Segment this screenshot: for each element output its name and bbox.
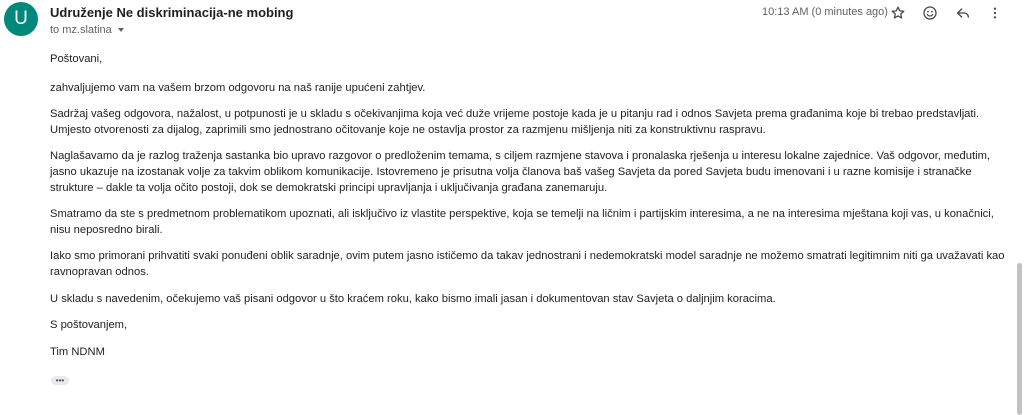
message-paragraph: Iako smo primorani prihvatiti svaki ponuđeni oblik saradnje, ovim putem jasno ističemo da takav jednostrani i nedemokratski model saradnje ne možemo smatrati legitimnim niti ga uvažavati kao ravnopravan odnos. [50, 250, 1005, 278]
show-trimmed-content-button[interactable] [51, 376, 69, 385]
recipient-label: to mz.slatina [50, 24, 112, 36]
signature: Tim NDNM [50, 345, 105, 358]
reply-icon[interactable] [953, 3, 973, 23]
scrollbar-thumb[interactable] [1017, 263, 1022, 415]
chevron-down-icon[interactable] [118, 28, 124, 32]
greeting: Poštovani, [50, 53, 103, 65]
message-body [50, 52, 1005, 371]
message-paragraph: U skladu s navedenim, očekujemo vaš pisani odgovor u što kraćem roku, kako bismo imali jasan i dokumentovan stav Savjeta o daljnjim koracima. [50, 292, 776, 305]
more-vert-icon[interactable] [985, 3, 1005, 23]
avatar[interactable]: U [4, 2, 38, 36]
message-paragraph: Sadržaj vašeg odgovora, nažalost, u potpunosti je u skladu s očekivanjima koja već duže vrijeme postoje kada je u pitanju rad i odnos Savjeta prema građanima koje bi trebao predstavljati. Umjesto otvorenosti za dijalog, zaprimili smo jednostrano očitovanje koje ne ostavlja prostor za razmjenu mišljenja niti za konstruktivnu raspravu. [50, 108, 980, 136]
emoji-icon[interactable] [920, 3, 940, 23]
recipient-details-toggle[interactable] [50, 24, 124, 36]
sender-name[interactable]: Udruženje Ne diskriminacija-ne mobing [50, 5, 294, 20]
message-paragraph: Smatramo da ste s predmetnom problematikom upoznati, ali isključivo iz vlastite perspektive, koja se temelji na ličnim i partijskim interesima, a ne na interesima mještana koji vas, u konačnici, nisu neposredno birali. [50, 208, 994, 236]
star-icon[interactable] [888, 3, 908, 23]
message-paragraph: zahvaljujemo vam na vašem brzom odgovoru na naš ranije upućeni zahtjev. [50, 81, 426, 94]
ellipsis-label: ••• [55, 376, 65, 385]
timestamp: 10:13 AM (0 minutes ago) [762, 6, 888, 18]
message-paragraph: Naglašavamo da je razlog traženja sastanka bio upravo razgovor o predloženim temama, s ciljem razmjene stavova i pronalaska rješenja u interesu lokalne zajednice. Vaš odgovor, međutim, jasno ukazuje na izostanak volje za takvim oblikom komunikacije. Istovremeno je prisutna volja članova baš vašeg Savjeta da pored Savjeta budu imenovani i u razne komisije i stranačke strukture – dakle ta volja očito postoji, dok se demokratski principi upravljanja i uključivanja građana zanemaruju. [50, 150, 991, 194]
closing: S poštovanjem, [50, 319, 128, 332]
